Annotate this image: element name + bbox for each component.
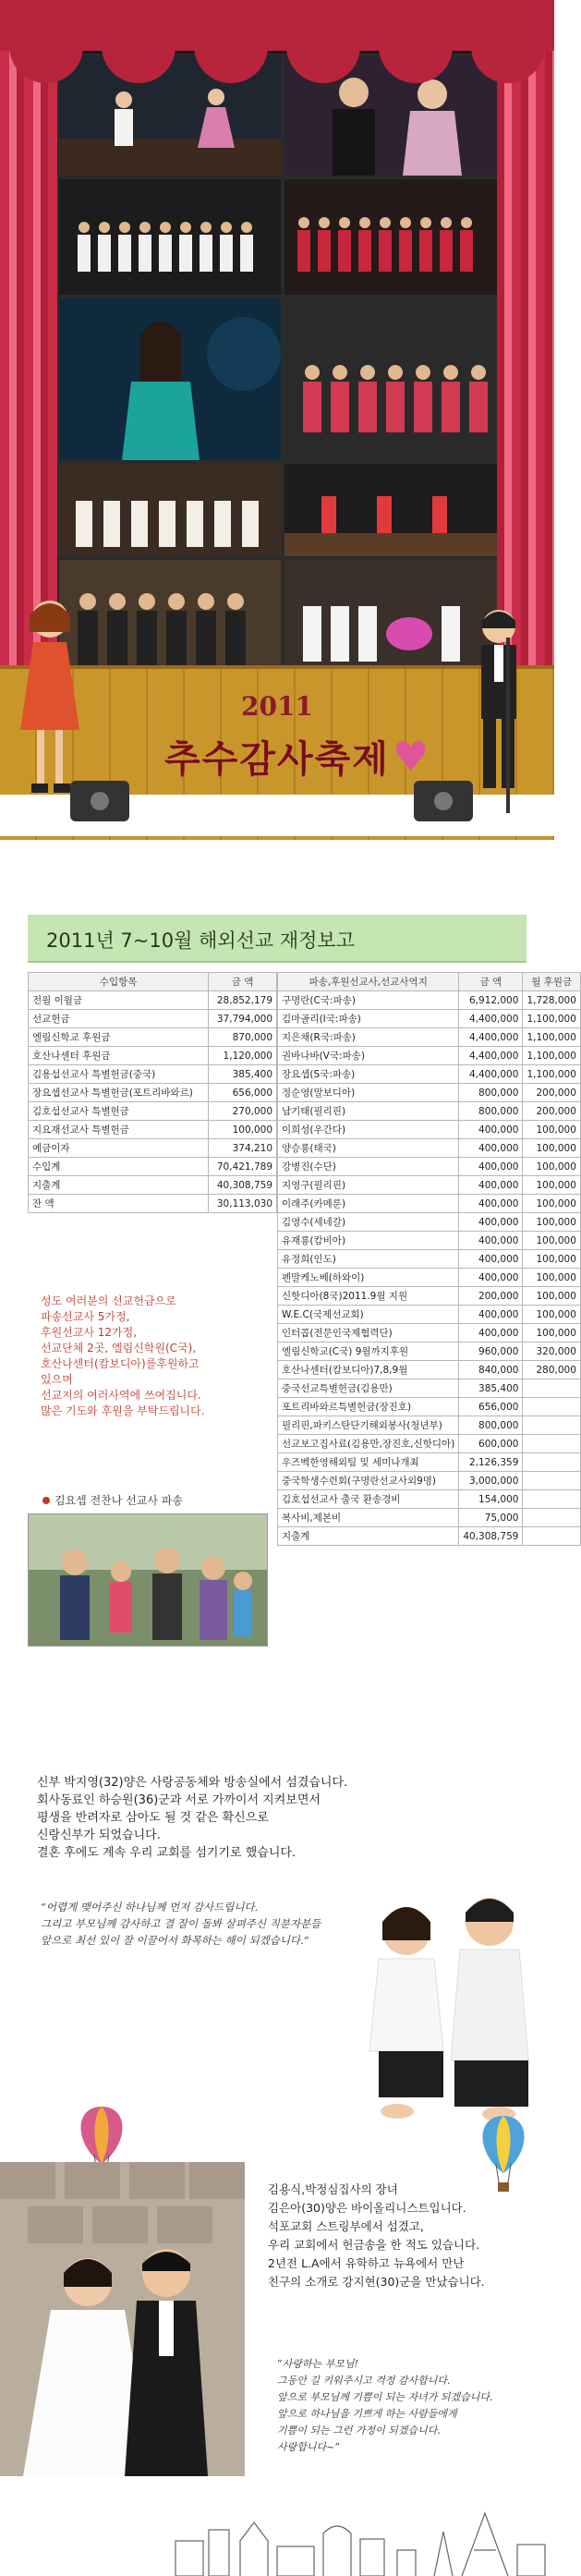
expense-header-item: 파송,후원선교사,선교사역지 xyxy=(278,973,459,991)
expense-item: 김마골리(I국:파송) xyxy=(278,1010,459,1028)
wedding2-quote-line: 앞으로 부모님께 기쁨이 되는 자녀가 되겠습니다. xyxy=(277,2391,493,2403)
expense-row xyxy=(278,1490,581,1509)
expense-monthly xyxy=(523,1453,580,1472)
heart-icon: ♥ xyxy=(393,734,430,781)
expense-item: 중국학생수련회(구명란선교사외9명) xyxy=(278,1472,459,1490)
expense-header-monthly: 월 후원금 xyxy=(523,973,580,991)
festival-title: 추수감사축제 xyxy=(164,738,390,781)
expense-monthly: 280,000 xyxy=(523,1361,580,1379)
income-row xyxy=(29,1139,277,1158)
expense-monthly xyxy=(523,1527,580,1546)
expense-row xyxy=(278,1213,581,1232)
expense-amount: 3,000,000 xyxy=(459,1472,523,1490)
expense-monthly: 1,100,000 xyxy=(523,1047,580,1065)
expense-monthly: 100,000 xyxy=(523,1232,580,1250)
note-line: 선교단체 2곳, 엘림신학원(C국), xyxy=(41,1342,197,1355)
expense-item: 강병진(수단) xyxy=(278,1158,459,1176)
wedding2-line: 우리 교회에서 헌금송을 한 적도 있습니다. xyxy=(268,2238,480,2252)
expense-item: 신핫디아(8국)2011.9월 지원 xyxy=(278,1287,459,1306)
expense-item: 필리핀,파키스탄단기해외봉사(청년부) xyxy=(278,1416,459,1435)
income-header-amount: 금 액 xyxy=(209,973,277,991)
expense-item: 지은채(R국:파송) xyxy=(278,1028,459,1047)
income-amount: 656,000 xyxy=(209,1084,277,1102)
expense-item: 중국선교특별헌금(김용만) xyxy=(278,1379,459,1398)
report-header xyxy=(28,915,527,963)
stage-speaker-left xyxy=(70,781,129,821)
expense-row xyxy=(278,1232,581,1250)
income-row xyxy=(29,1047,277,1065)
bullet-icon xyxy=(42,1497,50,1504)
event-photo-elders xyxy=(57,558,283,677)
expense-row xyxy=(278,1472,581,1490)
photo-caption xyxy=(42,1492,183,1508)
expense-row xyxy=(278,1416,581,1435)
wedding1-couple-photo xyxy=(333,1876,554,2125)
income-row xyxy=(29,1010,277,1028)
expense-row xyxy=(278,1102,581,1121)
expense-table xyxy=(277,972,581,1546)
festival-year: 2011 xyxy=(241,691,313,722)
income-amount: 270,000 xyxy=(209,1102,277,1121)
expense-item: 양승룡(태국) xyxy=(278,1139,459,1158)
income-item: 지요재선교사 특별헌금 xyxy=(29,1121,209,1139)
expense-monthly: 100,000 xyxy=(523,1176,580,1195)
expense-row xyxy=(278,1453,581,1472)
wedding1-line: 결혼 후에도 계속 우리 교회를 섬기기로 했습니다. xyxy=(37,1846,297,1860)
income-header-item: 수입항목 xyxy=(29,973,209,991)
note-line: 선교지의 여러사역에 쓰여집니다. xyxy=(41,1389,201,1402)
income-item: 수입계 xyxy=(29,1158,209,1176)
wedding2-line: 2년전 L.A에서 유학하고 뉴욕에서 만난 xyxy=(268,2256,465,2270)
expense-amount: 75,000 xyxy=(459,1509,523,1527)
expense-amount: 800,000 xyxy=(459,1102,523,1121)
income-row xyxy=(29,1028,277,1047)
expense-amount: 4,400,000 xyxy=(459,1028,523,1047)
expense-row xyxy=(278,1269,581,1287)
stage-speaker-right xyxy=(414,781,473,821)
expense-item: 이희성(우간다) xyxy=(278,1121,459,1139)
wedding2-text xyxy=(268,2181,545,2291)
note-line: 있으며 xyxy=(41,1373,73,1386)
income-item: 김호섭선교사 특별헌금 xyxy=(29,1102,209,1121)
expense-amount: 4,400,000 xyxy=(459,1065,523,1084)
expense-amount: 400,000 xyxy=(459,1139,523,1158)
expense-row xyxy=(278,1028,581,1047)
expense-monthly: 100,000 xyxy=(523,1287,580,1306)
expense-amount: 200,000 xyxy=(459,1287,523,1306)
wedding2-quote-line: 앞으로 하나님을 기쁘게 하는 사람들에게 xyxy=(277,2408,457,2420)
expense-item: 지출계 xyxy=(278,1527,459,1546)
income-item: 엘림신학교 후원금 xyxy=(29,1028,209,1047)
income-item: 선교헌금 xyxy=(29,1010,209,1028)
expense-monthly: 200,000 xyxy=(523,1102,580,1121)
income-row xyxy=(29,1195,277,1213)
expense-row xyxy=(278,1527,581,1546)
expense-amount: 400,000 xyxy=(459,1158,523,1176)
expense-header-amount: 금 액 xyxy=(459,973,523,991)
expense-row xyxy=(278,1343,581,1361)
missionary-family-photo xyxy=(28,1513,268,1646)
income-item: 잔 액 xyxy=(29,1195,209,1213)
wedding1-quote-line: 그리고 부모님께 감사하고 결 잘이 돌봐 살펴주신 직분자분들 xyxy=(41,1917,321,1930)
expense-item: 복사비,제본비 xyxy=(278,1509,459,1527)
expense-amount: 400,000 xyxy=(459,1232,523,1250)
wedding2-line: 석포교회 스트링부에서 섬겼고, xyxy=(268,2219,424,2233)
income-amount: 100,000 xyxy=(209,1121,277,1139)
wedding2-line: 김은아(30)양은 바이올리니스트입니다. xyxy=(268,2201,466,2215)
income-amount: 40,308,759 xyxy=(209,1176,277,1195)
mission-note xyxy=(41,1294,262,1419)
expense-monthly xyxy=(523,1435,580,1453)
expense-row xyxy=(278,1398,581,1416)
expense-row xyxy=(278,1084,581,1102)
expense-amount: 2,126,359 xyxy=(459,1453,523,1472)
expense-row xyxy=(278,1435,581,1453)
expense-monthly: 100,000 xyxy=(523,1121,580,1139)
event-photo-dance xyxy=(283,462,499,558)
expense-item: 선교보고집사료(김용만,장진호,신핫디아) xyxy=(278,1435,459,1453)
expense-monthly: 100,000 xyxy=(523,1158,580,1176)
expense-item: 이래주(카메룬) xyxy=(278,1195,459,1213)
event-photo-performers xyxy=(57,462,283,558)
expense-amount: 400,000 xyxy=(459,1195,523,1213)
wedding2-quote xyxy=(277,2356,493,2456)
income-row xyxy=(29,1065,277,1084)
wedding2-quote-line: “사랑하는 부모님! xyxy=(277,2358,358,2370)
expense-amount: 656,000 xyxy=(459,1398,523,1416)
expense-monthly: 1,728,000 xyxy=(523,991,580,1010)
income-amount: 70,421,789 xyxy=(209,1158,277,1176)
income-row xyxy=(29,1102,277,1121)
expense-amount: 4,400,000 xyxy=(459,1010,523,1028)
expense-row xyxy=(278,1195,581,1213)
photo-caption-text: 김요셉 전찬나 선교사 파송 xyxy=(54,1494,183,1507)
expense-monthly: 100,000 xyxy=(523,1250,580,1269)
expense-monthly xyxy=(523,1490,580,1509)
expense-amount: 400,000 xyxy=(459,1306,523,1324)
wedding1-quote xyxy=(41,1899,321,1949)
expense-item: 김영수(세네갈) xyxy=(278,1213,459,1232)
expense-item: 유정희(인도) xyxy=(278,1250,459,1269)
wedding1-quote-line: 앞으로 최선 있이 잘 이끌어서 화목하는 해이 되겠습니다.” xyxy=(41,1934,309,1947)
finance-report-section xyxy=(0,915,576,1695)
income-amount: 374,210 xyxy=(209,1139,277,1158)
expense-amount: 400,000 xyxy=(459,1269,523,1287)
microphone-stand xyxy=(506,638,510,813)
wedding1-line: 신랑신부가 되었습니다. xyxy=(37,1829,161,1842)
expense-monthly: 1,100,000 xyxy=(523,1010,580,1028)
event-photo-singer xyxy=(57,297,283,462)
expense-monthly: 100,000 xyxy=(523,1213,580,1232)
note-line: 많은 기도와 후원을 부탁드립니다. xyxy=(41,1404,205,1417)
expense-row xyxy=(278,1379,581,1398)
expense-monthly xyxy=(523,1472,580,1490)
expense-item: 권바나바(V국:파송) xyxy=(278,1047,459,1065)
income-item: 예금이자 xyxy=(29,1139,209,1158)
expense-amount: 400,000 xyxy=(459,1213,523,1232)
wedding2-line: 김용식,박정심집사의 장녀 xyxy=(268,2182,398,2196)
expense-amount: 960,000 xyxy=(459,1343,523,1361)
expense-amount: 800,000 xyxy=(459,1416,523,1435)
income-row xyxy=(29,1176,277,1195)
expense-amount: 400,000 xyxy=(459,1176,523,1195)
expense-row xyxy=(278,1287,581,1306)
expense-monthly: 100,000 xyxy=(523,1195,580,1213)
expense-monthly: 100,000 xyxy=(523,1269,580,1287)
wedding2-quote-line: 그동안 길 키워주시고 걱정 감사합니다. xyxy=(277,2375,451,2387)
expense-row xyxy=(278,1158,581,1176)
expense-amount: 600,000 xyxy=(459,1435,523,1453)
expense-row xyxy=(278,1010,581,1028)
event-photo-red-choir xyxy=(283,177,499,297)
wedding1-line: 신부 박지영(32)양은 사랑공동체와 방송실에서 섬겼습니다. xyxy=(37,1776,348,1790)
expense-amount: 385,400 xyxy=(459,1379,523,1398)
expense-row xyxy=(278,1250,581,1269)
expense-item: 남기태(필리핀) xyxy=(278,1102,459,1121)
wedding-announcement-1 xyxy=(0,1756,554,2125)
expense-row xyxy=(278,1139,581,1158)
expense-monthly: 100,000 xyxy=(523,1139,580,1158)
expense-item: W.E.C(국제선교회) xyxy=(278,1306,459,1324)
income-row xyxy=(29,1121,277,1139)
income-amount: 28,852,179 xyxy=(209,991,277,1010)
expense-item: 구명란(C국:파송) xyxy=(278,991,459,1010)
expense-amount: 840,000 xyxy=(459,1361,523,1379)
note-line: 파송선교사 5가정, xyxy=(41,1310,130,1323)
income-row xyxy=(29,991,277,1010)
income-amount: 30,113,030 xyxy=(209,1195,277,1213)
expense-monthly: 100,000 xyxy=(523,1324,580,1343)
expense-amount: 800,000 xyxy=(459,1084,523,1102)
expense-item: 김호섭선교사 출국 환송경비 xyxy=(278,1490,459,1509)
expense-amount: 6,912,000 xyxy=(459,991,523,1010)
expense-row xyxy=(278,1509,581,1527)
income-item: 장요셉선교사 특별헌금(포트리바와르) xyxy=(29,1084,209,1102)
expense-monthly: 100,000 xyxy=(523,1306,580,1324)
expense-item: 호산나센터(캄보디아)7,8,9월 xyxy=(278,1361,459,1379)
expense-amount: 400,000 xyxy=(459,1121,523,1139)
city-skyline-illustration xyxy=(166,2513,554,2576)
note-line: 성도 여러분의 선교헌금으로 xyxy=(41,1294,176,1307)
expense-amount: 154,000 xyxy=(459,1490,523,1509)
income-amount: 385,400 xyxy=(209,1065,277,1084)
expense-item: 정순영(말보디아) xyxy=(278,1084,459,1102)
expense-monthly xyxy=(523,1379,580,1398)
income-amount: 870,000 xyxy=(209,1028,277,1047)
expense-item: 포트리바와르특별헌금(장진호) xyxy=(278,1398,459,1416)
expense-monthly xyxy=(523,1509,580,1527)
wedding1-line: 회사동료인 하승원(36)군과 서로 가까이서 지켜보면서 xyxy=(37,1793,321,1807)
expense-monthly: 320,000 xyxy=(523,1343,580,1361)
expense-item: 우즈벡한영해외팀 및 세미나개최 xyxy=(278,1453,459,1472)
wedding2-couple-photo xyxy=(0,2162,245,2476)
income-item: 김용섭선교사 특별헌금(중국) xyxy=(29,1065,209,1084)
expense-monthly: 200,000 xyxy=(523,1084,580,1102)
expense-item: 유재룡(캄비아) xyxy=(278,1232,459,1250)
wedding1-line: 평생을 반려자로 삼아도 될 것 같은 확신으로 xyxy=(37,1811,269,1825)
expense-row xyxy=(278,1047,581,1065)
report-title: 2011년 7~10월 해외선교 재정보고 xyxy=(46,930,356,952)
expense-item: 인터콥(전문인국제협력단) xyxy=(278,1324,459,1343)
expense-monthly xyxy=(523,1416,580,1435)
expense-amount: 400,000 xyxy=(459,1324,523,1343)
wedding2-quote-line: 기쁨이 되는 그런 가정이 되겠습니다. xyxy=(277,2424,441,2436)
expense-item: 엘림신학교(C국) 9월까지후원 xyxy=(278,1343,459,1361)
expense-monthly: 1,100,000 xyxy=(523,1028,580,1047)
wedding1-quote-line: “어렵게 맺어주신 하나님께 먼저 감사드립니다. xyxy=(41,1901,259,1914)
wedding1-text xyxy=(37,1774,406,1862)
wedding2-quote-line: 사랑합니다~” xyxy=(277,2441,340,2453)
income-item: 지출계 xyxy=(29,1176,209,1195)
expense-row xyxy=(278,1176,581,1195)
expense-item: 장요셉(S국:파송) xyxy=(278,1065,459,1084)
festival-stage-illustration xyxy=(0,0,554,836)
expense-row xyxy=(278,1324,581,1343)
income-amount: 37,794,000 xyxy=(209,1010,277,1028)
expense-amount: 4,400,000 xyxy=(459,1047,523,1065)
expense-row xyxy=(278,1361,581,1379)
expense-item: 펜말케노베(하와이) xyxy=(278,1269,459,1287)
income-item: 전월 이월금 xyxy=(29,991,209,1010)
note-line: 후원선교사 12가정, xyxy=(41,1326,138,1339)
wedding2-line: 친구의 소개로 강지현(30)군을 만났습니다. xyxy=(268,2275,485,2289)
income-amount: 1,120,000 xyxy=(209,1047,277,1065)
expense-monthly: 1,100,000 xyxy=(523,1065,580,1084)
event-photo-group xyxy=(283,297,499,462)
income-table xyxy=(28,972,277,1213)
wedding-announcement-2 xyxy=(0,2097,554,2576)
expense-row xyxy=(278,1306,581,1324)
expense-row xyxy=(278,1121,581,1139)
curtain-valance xyxy=(0,0,554,51)
income-item: 호산나센터 후원금 xyxy=(29,1047,209,1065)
expense-amount: 400,000 xyxy=(459,1250,523,1269)
income-row xyxy=(29,1084,277,1102)
expense-item: 지영구(필리핀) xyxy=(278,1176,459,1195)
event-photo-choir xyxy=(57,177,283,297)
note-line: 호산나센터(캄보디아)를후원하고 xyxy=(41,1357,200,1370)
expense-monthly xyxy=(523,1398,580,1416)
expense-amount: 40,308,759 xyxy=(459,1527,523,1546)
expense-row xyxy=(278,991,581,1010)
income-row xyxy=(29,1158,277,1176)
expense-row xyxy=(278,1065,581,1084)
